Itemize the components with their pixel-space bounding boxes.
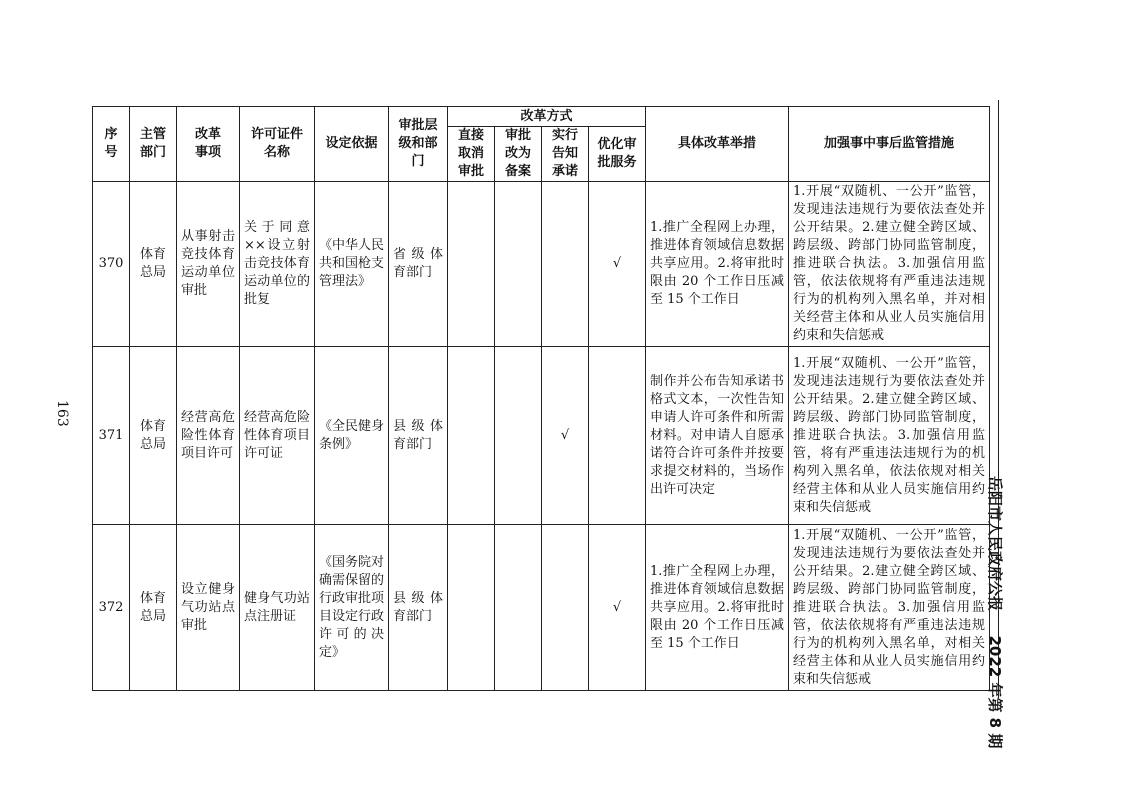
header-measures-text: 具体改革举措 [677, 136, 756, 151]
header-level-text: 审批层 级和部 门 [398, 118, 438, 169]
row-371-optimize [588, 346, 646, 525]
row-371-seq-text: 371 [98, 427, 124, 443]
row-370-item-text: 从事射击竞技体育运动单位审批 [181, 229, 235, 298]
row-371-dept-text: 体育 总局 [139, 418, 166, 452]
row-370-notice [541, 181, 589, 347]
row-371-basis [314, 346, 389, 525]
header-optimize-text: 优化审 批服务 [597, 137, 637, 170]
row-372-measures [645, 524, 789, 691]
row-370-basis-text: 《中华人民共和国枪支管理法》 [319, 238, 385, 289]
row-372-optimize [588, 524, 646, 691]
row-371-notice [541, 346, 589, 525]
row-370-cancel [447, 181, 495, 347]
row-372-supervision [788, 524, 990, 691]
row-370-level-text: 省级体育部门 [393, 247, 443, 280]
row-370-optimize [588, 181, 646, 347]
row-372-supervision-text: 1.开展“双随机、一公开”监管，发现违法违规行为要依法查处并公开结果。2.建立健全跨区域、跨层级、跨部门协同监管制度，推进联合执法。3.加强信用监管，依法依规将有严重违法违规行为的机构列入黑名单，对相关经营主体和从业人员实施信用约束和失信惩戒 [793, 527, 985, 687]
header-supervision [788, 106, 990, 182]
row-370-level [388, 181, 448, 347]
row-371-level-text: 县级体育部门 [393, 418, 443, 452]
header-dept [129, 106, 177, 182]
row-372-level [388, 524, 448, 691]
row-372-seq [92, 524, 130, 691]
row-370-dept-text: 体育 总局 [139, 247, 166, 280]
reform-table [93, 107, 990, 691]
row-371-item [176, 346, 240, 525]
row-372-seq-text: 372 [98, 599, 124, 615]
row-371-supervision [788, 346, 990, 525]
row-371-seq [92, 346, 130, 525]
row-370-seq-text: 370 [98, 256, 124, 271]
header-seq [92, 106, 130, 182]
header-filing [494, 126, 542, 182]
header-supervision-text: 加强事中事后监管措施 [823, 136, 954, 151]
row-370-supervision-text: 1.开展“双随机、一公开”监管，发现违法违规行为要依法查处并公开结果。2.建立健全跨区域、跨层级、跨部门协同监管制度，推进联合执法。3.加强信用监管，依法依规将有严重违法违规行为的机构列入黑名单，并对相关经营主体和从业人员实施信用约束和失信惩戒 [793, 184, 985, 343]
row-370-dept [129, 181, 177, 347]
header-cancel-text: 直接 取消 审批 [457, 128, 484, 179]
row-371-basis-text: 《全民健身条例》 [319, 418, 385, 452]
header-notice-text: 实行 告知 承诺 [551, 128, 578, 179]
row-372-optimize-text: √ [612, 599, 622, 615]
header-basis-text: 设定依据 [325, 136, 378, 151]
header-level [388, 106, 448, 182]
journal-issue: 2022 年第 8 期 [986, 635, 1004, 749]
row-372-notice [541, 524, 589, 691]
row-372-basis [314, 524, 389, 691]
row-371-cancel [447, 346, 495, 525]
row-372-basis-text: 《国务院对确需保留的行政审批项目设定行政许可的决定》 [319, 554, 385, 660]
row-371-measures [645, 346, 789, 525]
row-370-optimize-text: √ [612, 256, 622, 271]
header-dept-text: 主管 部门 [139, 127, 166, 160]
row-370-seq [92, 181, 130, 347]
header-basis [314, 106, 389, 182]
row-372-dept-text: 体育 总局 [139, 590, 166, 624]
row-372-item [176, 524, 240, 691]
row-370-basis [314, 181, 389, 347]
row-371-license [239, 346, 315, 525]
row-372-filing [494, 524, 542, 691]
row-372-cancel [447, 524, 495, 691]
header-measures [645, 106, 789, 182]
header-reform-group-text: 改革方式 [520, 108, 573, 124]
header-license-text: 许可证件 名称 [250, 127, 303, 160]
row-370-measures-text: 1.推广全程网上办理，推进体育领域信息数据共享应用。2.将审批时限由 20 个工作日压减至 15 个工作日 [650, 220, 784, 307]
row-371-notice-text: √ [560, 427, 570, 443]
row-372-dept [129, 524, 177, 691]
row-372-level-text: 县级体育部门 [393, 590, 443, 624]
row-371-license-text: 经营高危险性体育项目许可证 [244, 409, 310, 461]
header-seq-text: 序 号 [104, 127, 118, 160]
page-number: 163 [54, 400, 70, 427]
row-370-filing [494, 181, 542, 347]
header-optimize [588, 126, 646, 182]
header-license [239, 106, 315, 182]
row-371-item-text: 经营高危险性体育项目许可 [181, 409, 235, 461]
header-filing-text: 审批 改为 备案 [504, 128, 531, 179]
header-reform-group [447, 106, 646, 127]
row-370-license [239, 181, 315, 347]
row-370-supervision [788, 181, 990, 347]
row-371-supervision-text: 1.开展“双随机、一公开”监管，发现违法违规行为要依法查处并公开结果。2.建立健全跨区域、跨层级、跨部门协同监管制度，推进联合执法。3.加强信用监管，将有严重违法违规行为的机构列入黑名单，依法依规对相关经营主体和从业人员实施信用约束和失信惩戒 [793, 355, 985, 515]
row-372-measures-text: 1.推广全程网上办理，推进体育领域信息数据共享应用。2.将审批时限由 20 个工作日压减至 15 个工作日 [650, 563, 784, 651]
header-item-text: 改革 事项 [194, 127, 221, 160]
row-372-item-text: 设立健身气功站点审批 [181, 581, 235, 633]
row-371-filing [494, 346, 542, 525]
header-cancel [447, 126, 495, 182]
row-372-license [239, 524, 315, 691]
header-item [176, 106, 240, 182]
row-371-level [388, 346, 448, 525]
row-370-item [176, 181, 240, 347]
header-notice [541, 126, 589, 182]
journal-title: 岳阳市人民政府公报 [986, 476, 1004, 612]
row-370-measures [645, 181, 789, 347]
row-371-measures-text: 制作并公布告知承诺书格式文本，一次性告知申请人许可条件和所需材料。对申请人自愿承诺符合许可条件并按要求提交材料的，当场作出许可决定 [650, 373, 784, 497]
row-370-license-text: 关于同意××设立射击竞技体育运动单位的批复 [244, 220, 310, 307]
row-371-dept [129, 346, 177, 525]
row-372-license-text: 健身气功站点注册证 [244, 590, 310, 624]
